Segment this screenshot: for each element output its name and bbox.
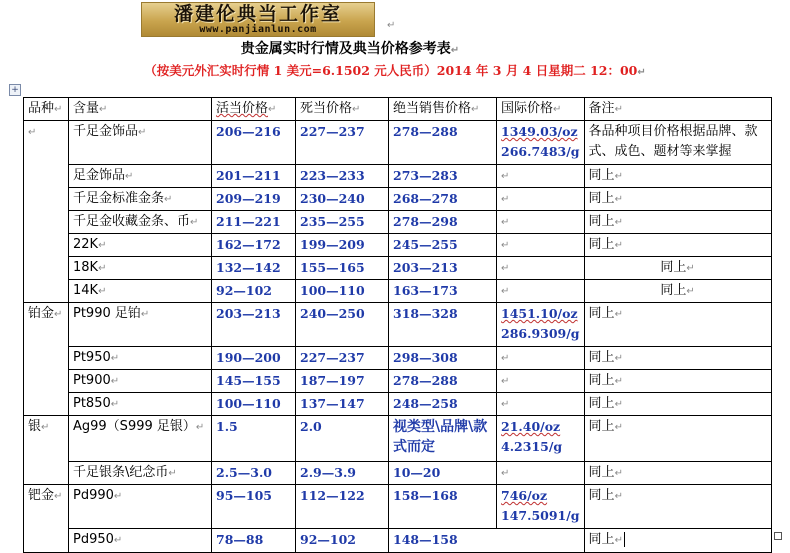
intl-price-cell: ↵ — [497, 234, 585, 257]
intl-price-cell: ↵ — [497, 165, 585, 188]
intl-price-cell: ↵ — [497, 257, 585, 280]
intl-price-cell: ↵ — [497, 393, 585, 416]
page-subtitle: （按美元外汇实时行情 1 美元=6.1502 元人民币）2014 年 3 月 4 日星期二 12：00↵ — [144, 63, 646, 78]
header-dead-price: 死当价格↵ — [296, 98, 389, 121]
table-row — [24, 462, 772, 485]
intl-price-cell: ↵ — [497, 188, 585, 211]
sale-price-cell: 248—258 — [389, 393, 497, 416]
intl-price-cell: ↵ — [497, 462, 585, 485]
live-price-cell: 201—211 — [212, 165, 296, 188]
dead-price-cell: 240—250 — [296, 303, 389, 347]
dead-price-cell: 100—110 — [296, 280, 389, 303]
dead-price-cell: 235—255 — [296, 211, 389, 234]
content-cell: Ag99（S999 足银）↵ — [69, 416, 212, 462]
dead-price-cell: 2.9—3.9 — [296, 462, 389, 485]
live-price-cell: 132—142 — [212, 257, 296, 280]
intl-price-cell: 746/oz 147.5091/g — [497, 485, 585, 529]
table-row — [24, 234, 772, 257]
note-cell: 各品种项目价格根据品牌、款式、成色、题材等来掌握 — [584, 121, 771, 165]
sale-price-cell: 273—283 — [389, 165, 497, 188]
dead-price-cell: 112—122 — [296, 485, 389, 529]
note-cell: 同上↵ — [584, 462, 771, 485]
sale-price-cell: 148—158 — [389, 529, 585, 553]
content-cell: 千足金标准金条↵ — [69, 188, 212, 211]
dead-price-cell: 223—233 — [296, 165, 389, 188]
header-category: 品种↵ — [24, 98, 69, 121]
live-price-cell: 1.5 — [212, 416, 296, 462]
live-price-cell: 100—110 — [212, 393, 296, 416]
content-cell: Pt990 足铂↵ — [69, 303, 212, 347]
intl-price-cell: ↵ — [497, 211, 585, 234]
logo-name: 潘建伦典当工作室 — [173, 3, 342, 25]
content-cell: Pd950↵ — [69, 529, 212, 553]
table-row — [24, 347, 772, 370]
live-price-cell: 2.5—3.0 — [212, 462, 296, 485]
note-cell: 同上↵ — [584, 393, 771, 416]
sale-price-cell: 298—308 — [389, 347, 497, 370]
dead-price-cell: 92—102 — [296, 529, 389, 553]
live-price-cell: 92—102 — [212, 280, 296, 303]
live-price-cell: 95—105 — [212, 485, 296, 529]
note-cell: 同上↵ — [584, 370, 771, 393]
intl-price-cell: 1349.03/oz 266.7483/g — [497, 121, 585, 165]
note-cell: 同上↵ — [584, 165, 771, 188]
table-row — [24, 393, 772, 416]
table-row — [24, 121, 772, 165]
live-price-cell: 211—221 — [212, 211, 296, 234]
dead-price-cell: 199—209 — [296, 234, 389, 257]
dead-price-cell: 137—147 — [296, 393, 389, 416]
intl-price-cell: ↵ — [497, 280, 585, 303]
live-price-cell: 190—200 — [212, 347, 296, 370]
note-cell: 同上↵ — [584, 257, 771, 280]
category-cell: 银↵ — [24, 416, 69, 485]
table-row — [24, 188, 772, 211]
note-cell: 同上↵ — [584, 280, 771, 303]
live-price-cell: 78—88 — [212, 529, 296, 553]
sale-price-cell: 245—255 — [389, 234, 497, 257]
content-cell: Pt900↵ — [69, 370, 212, 393]
intl-price-cell: ↵ — [497, 370, 585, 393]
category-cell: 钯金↵ — [24, 485, 69, 553]
text-cursor — [624, 532, 625, 547]
live-price-cell: 145—155 — [212, 370, 296, 393]
content-cell: 22K↵ — [69, 234, 212, 257]
content-cell: 14K↵ — [69, 280, 212, 303]
sale-price-cell: 278—288 — [389, 370, 497, 393]
note-cell: 同上↵ — [584, 234, 771, 257]
sale-price-cell: 278—298 — [389, 211, 497, 234]
sale-price-cell: 278—288 — [389, 121, 497, 165]
content-cell: Pd990↵ — [69, 485, 212, 529]
content-cell: 千足金收藏金条、币↵ — [69, 211, 212, 234]
header-sale-price: 绝当销售价格↵ — [389, 98, 497, 121]
note-cell: 同上↵ — [584, 485, 771, 529]
category-cell: ↵ — [24, 121, 69, 303]
note-cell: 同上↵ — [584, 416, 771, 462]
note-cell: 同上↵ — [584, 188, 771, 211]
note-cell: 同上↵ — [584, 303, 771, 347]
table-row — [24, 416, 772, 462]
dead-price-cell: 2.0 — [296, 416, 389, 462]
table-row — [24, 211, 772, 234]
live-price-cell: 206—216 — [212, 121, 296, 165]
page-title: 贵金属实时行情及典当价格参考表↵ — [240, 41, 460, 57]
sale-price-cell: 10—20 — [389, 462, 497, 485]
content-cell: Pt950↵ — [69, 347, 212, 370]
dead-price-cell: 227—237 — [296, 121, 389, 165]
paragraph-mark: ↵ — [387, 20, 396, 31]
intl-price-cell: ↵ — [497, 347, 585, 370]
sale-price-cell: 203—213 — [389, 257, 497, 280]
header-note: 备注↵ — [584, 98, 771, 121]
live-price-cell: 209—219 — [212, 188, 296, 211]
note-cell[interactable]: 同上↵ — [584, 529, 771, 553]
dead-price-cell: 155—165 — [296, 257, 389, 280]
dead-price-cell: 230—240 — [296, 188, 389, 211]
sale-price-cell: 268—278 — [389, 188, 497, 211]
header-content: 含量↵ — [69, 98, 212, 121]
dead-price-cell: 227—237 — [296, 347, 389, 370]
price-table — [23, 97, 772, 553]
header-intl-price: 国际价格↵ — [497, 98, 585, 121]
table-row — [24, 165, 772, 188]
live-price-cell: 203—213 — [212, 303, 296, 347]
sale-price-cell: 视类型\品牌\款式而定 — [389, 416, 497, 462]
sale-price-cell: 158—168 — [389, 485, 497, 529]
table-row — [24, 370, 772, 393]
content-cell: 18K↵ — [69, 257, 212, 280]
sale-price-cell: 318—328 — [389, 303, 497, 347]
table-resize-handle[interactable] — [774, 532, 782, 540]
table-move-handle-icon[interactable]: + — [9, 84, 21, 96]
sale-price-cell: 163—173 — [389, 280, 497, 303]
content-cell: 千足银条\纪念币↵ — [69, 462, 212, 485]
content-cell: 足金饰品↵ — [69, 165, 212, 188]
table-row — [24, 303, 772, 347]
dead-price-cell: 187—197 — [296, 370, 389, 393]
table-row — [24, 280, 772, 303]
intl-price-cell: 21.40/oz 4.2315/g — [497, 416, 585, 462]
note-cell: 同上↵ — [584, 211, 771, 234]
table-row — [24, 257, 772, 280]
logo-url: www.panjianlun.com — [199, 24, 317, 35]
category-cell: 铂金↵ — [24, 303, 69, 416]
table-row — [24, 529, 772, 553]
note-cell: 同上↵ — [584, 347, 771, 370]
logo — [141, 2, 375, 37]
header-live-price: 活当价格↵ — [212, 98, 296, 121]
content-cell: 千足金饰品↵ — [69, 121, 212, 165]
live-price-cell: 162—172 — [212, 234, 296, 257]
table-row — [24, 485, 772, 529]
intl-price-cell: 1451.10/oz 286.9309/g — [497, 303, 585, 347]
content-cell: Pt850↵ — [69, 393, 212, 416]
table-header-row — [24, 98, 772, 121]
